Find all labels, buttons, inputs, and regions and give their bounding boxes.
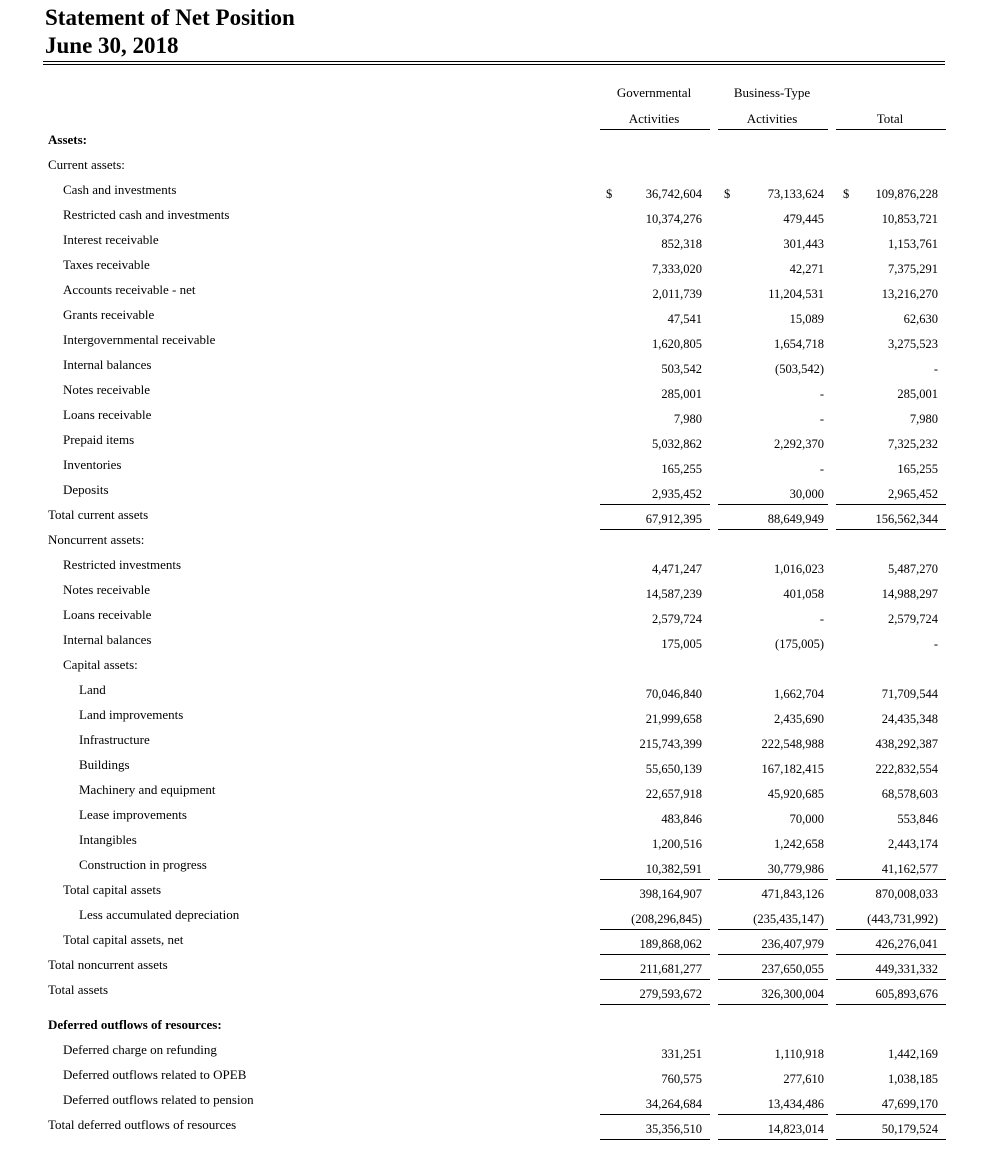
table-row — [0, 682, 986, 707]
subtotal-underline — [718, 1139, 828, 1140]
table-row — [0, 582, 986, 607]
row-label: Less accumulated depreciation — [79, 907, 240, 922]
table-row — [0, 807, 986, 832]
value-governmental: 67,912,395 — [645, 512, 702, 526]
subtotal-underline — [600, 1004, 710, 1005]
table-row — [0, 507, 986, 532]
value-business: - — [819, 612, 824, 626]
value-governmental: 1,200,516 — [652, 837, 702, 851]
value-business: 1,242,658 — [774, 837, 824, 851]
value-business: 2,435,690 — [774, 712, 824, 726]
row-label: Prepaid items — [63, 432, 135, 447]
col-header-governmental-line1: Governmental — [616, 85, 692, 100]
currency-symbol: $ — [606, 187, 613, 201]
row-label: Deferred charge on refunding — [63, 1042, 217, 1057]
value-governmental: 189,868,062 — [639, 937, 702, 951]
value-total: 5,487,270 — [888, 562, 938, 576]
value-business: 15,089 — [789, 312, 824, 326]
col-header-business-line1: Business-Type — [733, 85, 811, 100]
statement-title: Statement of Net Position — [45, 5, 295, 30]
value-total: 222,832,554 — [875, 762, 938, 776]
row-label: Loans receivable — [63, 407, 152, 422]
subtotal-underline — [836, 1139, 946, 1140]
table-row — [0, 557, 986, 582]
row-label: Intangibles — [79, 832, 137, 847]
subtotal-underline — [600, 954, 710, 955]
row-label: Grants receivable — [63, 307, 155, 322]
table-row — [0, 707, 986, 732]
row-label: Deposits — [63, 482, 109, 497]
value-business: 73,133,624 — [767, 187, 824, 201]
value-governmental: 398,164,907 — [639, 887, 702, 901]
value-business: 1,662,704 — [774, 687, 824, 701]
value-governmental: 1,620,805 — [652, 337, 702, 351]
value-governmental: 2,011,739 — [652, 287, 702, 301]
value-total: 156,562,344 — [875, 512, 938, 526]
subtotal-underline — [836, 929, 946, 930]
value-business: 13,434,486 — [767, 1097, 824, 1111]
value-governmental: 4,471,247 — [652, 562, 702, 576]
table-row — [0, 1117, 986, 1142]
value-business: 88,649,949 — [767, 512, 824, 526]
row-label: Current assets: — [48, 157, 125, 172]
subtotal-underline — [718, 1004, 828, 1005]
value-governmental: 14,587,239 — [645, 587, 702, 601]
value-governmental: (208,296,845) — [631, 912, 702, 926]
table-row — [0, 1042, 986, 1067]
row-label: Restricted cash and investments — [63, 207, 230, 222]
value-business: 70,000 — [789, 812, 824, 826]
value-governmental: 285,001 — [661, 387, 702, 401]
value-business: 301,443 — [783, 237, 824, 251]
value-governmental: 34,264,684 — [645, 1097, 702, 1111]
table-row — [0, 982, 986, 1007]
subtotal-underline — [600, 979, 710, 980]
value-business: 222,548,988 — [761, 737, 824, 751]
row-label: Cash and investments — [63, 182, 177, 197]
row-label: Total capital assets — [63, 882, 162, 897]
table-row — [0, 782, 986, 807]
value-total: 62,630 — [903, 312, 938, 326]
row-label: Noncurrent assets: — [48, 532, 145, 547]
value-total: 68,578,603 — [881, 787, 938, 801]
row-label: Land — [79, 682, 106, 697]
value-business: 14,823,014 — [767, 1122, 824, 1136]
value-business: 479,445 — [783, 212, 824, 226]
value-governmental: 7,980 — [673, 412, 702, 426]
row-label: Intergovernmental receivable — [63, 332, 216, 347]
row-label: Total deferred outflows of resources — [48, 1117, 237, 1132]
value-total: 13,216,270 — [881, 287, 938, 301]
value-business: 42,271 — [789, 262, 824, 276]
table-row — [0, 282, 986, 307]
col-header-governmental-line2: Activities — [628, 111, 680, 126]
table-row — [0, 1092, 986, 1117]
value-governmental: 2,579,724 — [652, 612, 702, 626]
subtotal-underline — [600, 929, 710, 930]
value-governmental: 175,005 — [661, 637, 702, 651]
table-row — [0, 232, 986, 257]
currency-symbol: $ — [843, 187, 850, 201]
value-governmental: 7,333,020 — [652, 262, 702, 276]
table-row — [0, 932, 986, 957]
value-business: 11,204,531 — [768, 287, 824, 301]
value-total: 449,331,332 — [875, 962, 938, 976]
row-label: Deferred outflows of resources: — [48, 1017, 222, 1032]
table-row — [0, 732, 986, 757]
value-business: 471,843,126 — [761, 887, 824, 901]
table-row — [0, 482, 986, 507]
value-total: 71,709,544 — [881, 687, 938, 701]
value-business: 236,407,979 — [761, 937, 824, 951]
value-total: 605,893,676 — [875, 987, 938, 1001]
subtotal-underline — [600, 879, 710, 880]
subtotal-underline — [836, 954, 946, 955]
table-row — [0, 1017, 986, 1042]
value-total: 165,255 — [897, 462, 938, 476]
table-row — [0, 157, 986, 182]
value-total: 1,442,169 — [888, 1047, 938, 1061]
row-label: Infrastructure — [79, 732, 150, 747]
table-row — [0, 357, 986, 382]
value-governmental: 21,999,658 — [645, 712, 702, 726]
row-label: Deferred outflows related to OPEB — [63, 1067, 247, 1082]
value-business: 1,110,918 — [774, 1047, 824, 1061]
row-label: Restricted investments — [63, 557, 182, 572]
value-business: (503,542) — [775, 362, 824, 376]
table-row — [0, 457, 986, 482]
subtotal-underline — [718, 879, 828, 880]
col-header-business-line2: Activities — [746, 111, 798, 126]
value-total: 24,435,348 — [881, 712, 938, 726]
value-total: 285,001 — [897, 387, 938, 401]
value-business: 401,058 — [783, 587, 824, 601]
statement-date: June 30, 2018 — [45, 33, 179, 58]
row-label: Taxes receivable — [63, 257, 150, 272]
value-total: 2,579,724 — [888, 612, 938, 626]
row-label: Interest receivable — [63, 232, 159, 247]
value-business: 2,292,370 — [774, 437, 824, 451]
table-row — [0, 907, 986, 932]
value-governmental: 47,541 — [667, 312, 702, 326]
value-business: (175,005) — [775, 637, 824, 651]
row-label: Land improvements — [79, 707, 184, 722]
row-label: Buildings — [79, 757, 130, 772]
value-total: - — [933, 362, 938, 376]
value-governmental: 760,575 — [661, 1072, 702, 1086]
row-label: Total noncurrent assets — [48, 957, 168, 972]
value-business: - — [819, 412, 824, 426]
col-header-underline-governmental — [600, 129, 710, 130]
row-label: Machinery and equipment — [79, 782, 216, 797]
subtotal-underline — [836, 979, 946, 980]
table-row — [0, 382, 986, 407]
subtotal-underline — [718, 954, 828, 955]
subtotal-underline — [836, 879, 946, 880]
value-governmental: 215,743,399 — [639, 737, 702, 751]
value-total: 1,153,761 — [888, 237, 938, 251]
value-business: 30,779,986 — [767, 862, 824, 876]
subtotal-underline — [836, 1004, 946, 1005]
table-row — [0, 632, 986, 657]
table-row — [0, 207, 986, 232]
value-total: 870,008,033 — [875, 887, 938, 901]
col-header-underline-business — [718, 129, 828, 130]
value-total: - — [933, 637, 938, 651]
value-total: 41,162,577 — [881, 862, 938, 876]
row-label: Internal balances — [63, 357, 152, 372]
subtotal-underline — [600, 1114, 710, 1115]
value-business: 237,650,055 — [761, 962, 824, 976]
row-label: Accounts receivable - net — [63, 282, 196, 297]
value-total: 14,988,297 — [881, 587, 938, 601]
value-governmental: 279,593,672 — [639, 987, 702, 1001]
value-total: 2,965,452 — [888, 487, 938, 501]
col-header-underline-total — [836, 129, 946, 130]
value-governmental: 55,650,139 — [645, 762, 702, 776]
table-row — [0, 832, 986, 857]
value-governmental: 70,046,840 — [645, 687, 702, 701]
value-total: 3,275,523 — [888, 337, 938, 351]
row-label: Notes receivable — [63, 382, 150, 397]
subtotal-underline — [718, 529, 828, 530]
table-row — [0, 182, 986, 207]
row-label: Internal balances — [63, 632, 152, 647]
value-governmental: 2,935,452 — [652, 487, 702, 501]
row-label: Loans receivable — [63, 607, 152, 622]
value-business: 326,300,004 — [761, 987, 824, 1001]
value-total: 2,443,174 — [888, 837, 938, 851]
col-header-total: Total — [876, 111, 904, 126]
table-row — [0, 1067, 986, 1092]
value-business: 30,000 — [789, 487, 824, 501]
title-rule-bottom — [43, 64, 945, 65]
table-row — [0, 757, 986, 782]
table-row — [0, 882, 986, 907]
value-governmental: 483,846 — [661, 812, 702, 826]
value-total: 7,980 — [909, 412, 938, 426]
row-label: Notes receivable — [63, 582, 150, 597]
row-label: Lease improvements — [79, 807, 187, 822]
value-total: 7,375,291 — [888, 262, 938, 276]
row-label: Inventories — [63, 457, 122, 472]
value-total: (443,731,992) — [867, 912, 938, 926]
table-row — [0, 657, 986, 682]
value-business: (235,435,147) — [753, 912, 824, 926]
value-governmental: 852,318 — [661, 237, 702, 251]
value-total: 47,699,170 — [881, 1097, 938, 1111]
value-business: 45,920,685 — [767, 787, 824, 801]
subtotal-underline — [836, 1114, 946, 1115]
table-row — [0, 332, 986, 357]
row-label: Total current assets — [48, 507, 149, 522]
row-label: Total capital assets, net — [63, 932, 184, 947]
value-total: 50,179,524 — [881, 1122, 938, 1136]
subtotal-underline — [718, 504, 828, 505]
value-governmental: 5,032,862 — [652, 437, 702, 451]
table-row — [0, 257, 986, 282]
subtotal-underline — [718, 979, 828, 980]
value-governmental: 10,374,276 — [645, 212, 702, 226]
value-total: 1,038,185 — [888, 1072, 938, 1086]
row-label: Deferred outflows related to pension — [63, 1092, 254, 1107]
table-row — [0, 857, 986, 882]
table-row — [0, 132, 986, 157]
value-business: 1,016,023 — [774, 562, 824, 576]
subtotal-underline — [600, 529, 710, 530]
subtotal-underline — [600, 1139, 710, 1140]
row-label: Capital assets: — [63, 657, 138, 672]
value-business: 1,654,718 — [774, 337, 824, 351]
table-row — [0, 307, 986, 332]
subtotal-underline — [836, 504, 946, 505]
value-governmental: 22,657,918 — [645, 787, 702, 801]
subtotal-underline — [718, 1114, 828, 1115]
value-governmental: 331,251 — [661, 1047, 702, 1061]
row-label: Construction in progress — [79, 857, 207, 872]
value-total: 109,876,228 — [875, 187, 938, 201]
value-total: 426,276,041 — [875, 937, 938, 951]
table-row — [0, 432, 986, 457]
row-label: Assets: — [48, 132, 87, 147]
value-governmental: 10,382,591 — [645, 862, 702, 876]
currency-symbol: $ — [724, 187, 731, 201]
table-row — [0, 532, 986, 557]
subtotal-underline — [836, 529, 946, 530]
value-total: 438,292,387 — [875, 737, 938, 751]
value-business: - — [819, 387, 824, 401]
value-total: 7,325,232 — [888, 437, 938, 451]
value-governmental: 35,356,510 — [645, 1122, 702, 1136]
table-row — [0, 957, 986, 982]
table-row — [0, 407, 986, 432]
subtotal-underline — [718, 929, 828, 930]
value-business: 277,610 — [783, 1072, 824, 1086]
table-row — [0, 607, 986, 632]
value-business: 167,182,415 — [761, 762, 824, 776]
value-business: - — [819, 462, 824, 476]
value-total: 10,853,721 — [881, 212, 938, 226]
value-governmental: 165,255 — [661, 462, 702, 476]
value-total: 553,846 — [897, 812, 938, 826]
title-rule-top — [43, 61, 945, 62]
value-governmental: 36,742,604 — [645, 187, 702, 201]
subtotal-underline — [600, 504, 710, 505]
value-governmental: 503,542 — [661, 362, 702, 376]
row-label: Total assets — [48, 982, 109, 997]
value-governmental: 211,681,277 — [639, 962, 702, 976]
